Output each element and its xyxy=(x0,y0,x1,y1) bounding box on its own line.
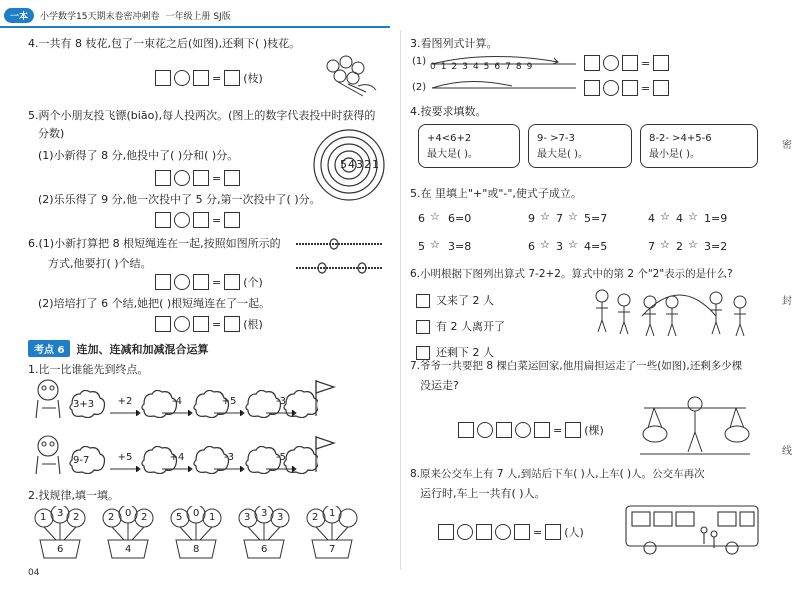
right-q5-title: 5.在 里填上"+"或"-",使式子成立。 xyxy=(410,187,582,200)
race-op: +5 xyxy=(117,452,133,463)
answer-box[interactable] xyxy=(653,80,669,96)
unit-label: (个) xyxy=(243,276,263,289)
q5-num: 5=7 xyxy=(584,212,608,225)
balloon-number: 3 xyxy=(244,512,251,523)
balloon-basket xyxy=(234,506,294,566)
operator-circle[interactable] xyxy=(495,524,511,540)
balloon-number: 2 xyxy=(141,512,148,523)
balloon-number: 5 xyxy=(176,512,183,523)
tick-label: 0 xyxy=(430,62,436,72)
answer-box[interactable] xyxy=(438,524,454,540)
page-header xyxy=(4,6,231,24)
right-q3-title: 3.看图列式计算。 xyxy=(410,37,498,50)
q5-num: 9 xyxy=(528,212,535,225)
unit-label: (人) xyxy=(564,526,584,539)
option-row[interactable] xyxy=(416,288,505,314)
answer-box[interactable] xyxy=(496,422,512,438)
q5-num: 3 xyxy=(556,240,563,253)
answer-box[interactable] xyxy=(224,70,240,86)
answer-box[interactable] xyxy=(224,170,240,186)
q5-num: 6=0 xyxy=(448,212,472,225)
option-label: 有 2 人离开了 xyxy=(436,320,505,333)
q5-num: 7 xyxy=(556,212,563,225)
race-op: -4 xyxy=(172,396,182,407)
fill-box xyxy=(640,124,758,168)
tick-label: 9 xyxy=(526,62,533,72)
rope-knots-illustration xyxy=(294,236,384,276)
operator-circle[interactable] xyxy=(477,422,493,438)
finish-flag-icon xyxy=(312,434,336,474)
operator-circle[interactable] xyxy=(174,212,190,228)
right-q8-text2: 运行时,车上一共有( )人。 xyxy=(420,487,546,500)
answer-box[interactable] xyxy=(155,316,171,332)
answer-box[interactable] xyxy=(193,70,209,86)
star-icon[interactable]: ☆ xyxy=(540,238,550,251)
balloon-basket xyxy=(30,506,90,566)
balloon-number: 3 xyxy=(261,508,268,519)
answer-box[interactable] xyxy=(193,212,209,228)
race-row2-arrows xyxy=(108,466,308,472)
answer-box[interactable] xyxy=(545,524,561,540)
option-label: 还剩下 2 人 xyxy=(436,346,494,359)
header-rule xyxy=(0,26,390,28)
balloon-number: 1 xyxy=(329,508,336,519)
q5-num: 1=9 xyxy=(704,212,728,225)
q5-num: 6 xyxy=(528,240,535,253)
star-icon[interactable]: ☆ xyxy=(568,210,578,223)
fill-box xyxy=(418,124,520,168)
q5-num: 6 xyxy=(418,212,425,225)
left-q5-text1: 5.两个小朋友投飞镖(biāo),每人投两次。(图上的数字代表投中时获得的 xyxy=(28,109,376,122)
left-q5-text2: 分数) xyxy=(38,127,65,140)
star-icon[interactable]: ☆ xyxy=(688,238,698,251)
race-op: +2 xyxy=(117,396,133,407)
q5-num: 4 xyxy=(676,212,683,225)
race-title: 1.比一比谁能先到终点。 xyxy=(28,363,149,376)
operator-circle[interactable] xyxy=(603,80,619,96)
race-op: +5 xyxy=(221,396,237,407)
tick-label: 2 xyxy=(451,62,458,72)
side-seal-char: 封 xyxy=(782,296,792,307)
right-q5-grid xyxy=(418,212,778,260)
children-jump-rope-illustration xyxy=(590,284,760,344)
fill-box-line1: 8-2- >4+5-6 xyxy=(649,133,712,144)
left-q6-text1: 6.(1)小新打算把 8 根短绳连在一起,按照如图所示的 xyxy=(28,237,281,250)
grandpa-carrying-cabbages-illustration xyxy=(640,396,750,456)
unit-label: (枝) xyxy=(243,72,263,85)
answer-box[interactable] xyxy=(224,212,240,228)
balloon-basket xyxy=(302,506,362,566)
tick-label: 8 xyxy=(515,62,522,72)
right-q8-text1: 8.原来公交车上有 7 人,到站后下车( )人,上车( )人。公交车再次 xyxy=(410,468,705,480)
left-q5-equation2: = xyxy=(155,212,240,228)
basket-number: 6 xyxy=(57,544,64,555)
header-title: 小学数学15天期末卷密冲刺卷 xyxy=(40,11,160,22)
race-row2-start: 9-7 xyxy=(73,455,90,466)
answer-box[interactable] xyxy=(476,524,492,540)
side-seal-char: 密 xyxy=(782,140,792,151)
right-q6-title: 6.小明根据下图列出算式 7-2+2。算式中的第 2 个"2"表示的是什么? xyxy=(410,268,733,280)
star-icon[interactable]: ☆ xyxy=(688,210,698,223)
answer-box[interactable] xyxy=(653,55,669,71)
side-seal-char: 线 xyxy=(782,446,792,457)
fill-box-line1: 9- >7-3 xyxy=(537,133,575,144)
checkbox[interactable] xyxy=(416,294,430,308)
answer-box[interactable] xyxy=(224,274,240,290)
basket-number: 8 xyxy=(193,544,200,555)
lion-dancer-illustration xyxy=(30,378,70,422)
operator-circle[interactable] xyxy=(174,170,190,186)
right-q7-equation: = (棵) xyxy=(458,422,604,438)
answer-box[interactable] xyxy=(584,80,600,96)
left-q6-equation2: = (根) xyxy=(155,316,263,332)
basket-number: 7 xyxy=(329,544,336,555)
q5-num: 3=2 xyxy=(704,240,728,253)
answer-box[interactable] xyxy=(565,422,581,438)
pattern-title: 2.找规律,填一填。 xyxy=(28,489,119,502)
operator-circle[interactable] xyxy=(174,274,190,290)
balloon-number: 2 xyxy=(312,512,319,523)
race-op: -5 xyxy=(276,452,286,463)
left-q4-text: 4.一共有 8 枝花,包了一束花之后(如图),还剩下( )枝花。 xyxy=(28,37,301,50)
answer-box[interactable] xyxy=(155,212,171,228)
left-q6-sub2: (2)培培打了 6 个结,她把( )根短绳连在了一起。 xyxy=(38,297,271,310)
operator-circle[interactable] xyxy=(174,70,190,86)
right-q3-row1-label: (1) xyxy=(412,56,427,67)
q5-num: 4 xyxy=(648,212,655,225)
pattern-groups xyxy=(30,506,370,562)
balloon-number: 1 xyxy=(209,512,216,523)
page-number: 04 xyxy=(28,568,40,578)
option-row[interactable] xyxy=(416,314,505,340)
right-q7-text1: 7.爷爷一共要把 8 棵白菜运回家,他用扁担运走了一些(如图),还剩多少棵 xyxy=(410,360,743,372)
balloon-basket xyxy=(98,506,158,566)
q5-num: 4=5 xyxy=(584,240,608,253)
right-q3-equation2: = xyxy=(584,80,669,96)
page-divider xyxy=(400,30,401,570)
star-icon[interactable]: ☆ xyxy=(660,210,670,223)
star-icon[interactable]: ☆ xyxy=(430,238,440,251)
answer-box[interactable] xyxy=(193,170,209,186)
number-line-ticks xyxy=(430,62,532,72)
race-op: -3 xyxy=(224,452,234,463)
flower-bouquet-illustration xyxy=(318,52,380,100)
answer-box[interactable] xyxy=(155,274,171,290)
tick-label: 6 xyxy=(494,62,501,72)
operator-circle[interactable] xyxy=(457,524,473,540)
race-row1-arrows xyxy=(108,410,308,416)
answer-box[interactable] xyxy=(224,316,240,332)
right-q3-equation1: = xyxy=(584,55,669,71)
number-line xyxy=(428,48,580,96)
bus-illustration xyxy=(622,502,762,560)
left-q6-equation1: = (个) xyxy=(155,274,263,290)
section-header xyxy=(28,340,208,357)
tick-label: 5 xyxy=(483,62,490,72)
right-q7-text2: 没运走? xyxy=(420,379,459,392)
answer-box[interactable] xyxy=(193,274,209,290)
answer-box[interactable] xyxy=(193,316,209,332)
left-q5-sub1: (1)小新得了 8 分,他投中了( )分和( )分。 xyxy=(38,149,239,162)
answer-box[interactable] xyxy=(155,170,171,186)
basket-number: 6 xyxy=(261,544,268,555)
right-q3-row2-label: (2) xyxy=(412,82,427,93)
q5-num: 2 xyxy=(676,240,683,253)
section-title: 连加、连减和加减混合运算 xyxy=(76,342,209,356)
q5-num: 7 xyxy=(648,240,655,253)
q5-num: 5 xyxy=(418,240,425,253)
race-row1-start: 3+3 xyxy=(73,399,95,410)
fill-box-line2: 最大是( )。 xyxy=(537,149,588,160)
balloon-number: 3 xyxy=(277,512,284,523)
balloon-number: 3 xyxy=(57,508,64,519)
lion-dancer-illustration xyxy=(30,434,70,478)
answer-box[interactable] xyxy=(155,70,171,86)
fill-box xyxy=(528,124,632,168)
fill-box-line2: 最大是( )。 xyxy=(427,149,478,160)
race-op: +4 xyxy=(169,452,185,463)
answer-box[interactable] xyxy=(514,524,530,540)
race-op: -3 xyxy=(276,396,286,407)
balloon-number: 0 xyxy=(125,508,132,519)
operator-circle[interactable] xyxy=(515,422,531,438)
balloon-number: 2 xyxy=(73,512,80,523)
star-icon[interactable]: ☆ xyxy=(430,210,440,223)
fill-box-line1: +4<6+2 xyxy=(427,133,472,144)
answer-box[interactable] xyxy=(534,422,550,438)
answer-box[interactable] xyxy=(622,80,638,96)
tick-label: 7 xyxy=(505,62,511,72)
finish-flag-icon xyxy=(312,378,336,418)
tick-label: 4 xyxy=(472,62,479,72)
balloon-basket xyxy=(166,506,226,566)
right-q8-equation: = (人) xyxy=(438,524,584,540)
answer-box[interactable] xyxy=(458,422,474,438)
section-tag: 考点 6 xyxy=(28,340,70,357)
answer-box[interactable] xyxy=(622,55,638,71)
unit-label: (根) xyxy=(243,318,263,331)
header-subtitle: 一年级上册 SJ版 xyxy=(165,11,231,22)
unit-label: (棵) xyxy=(584,424,604,437)
header-badge: 一本 xyxy=(4,8,34,23)
checkbox[interactable] xyxy=(416,320,430,334)
balloon-number: 2 xyxy=(108,512,115,523)
option-label: 又来了 2 人 xyxy=(436,294,494,307)
tick-label: 3 xyxy=(462,62,468,72)
fill-box-line2: 最小是( )。 xyxy=(649,149,700,160)
star-icon[interactable]: ☆ xyxy=(568,238,578,251)
left-q5-sub2: (2)乐乐得了 9 分,他一次投中了 5 分,第一次投中了( )分。 xyxy=(38,193,321,206)
basket-number: 4 xyxy=(125,544,132,555)
left-q4-equation: = (枝) xyxy=(155,70,263,86)
answer-box[interactable] xyxy=(584,55,600,71)
star-icon[interactable]: ☆ xyxy=(660,238,670,251)
operator-circle[interactable] xyxy=(603,55,619,71)
right-q4-title: 4.按要求填数。 xyxy=(410,105,487,118)
balloon-number: 0 xyxy=(193,508,200,519)
balloon-number: 1 xyxy=(40,512,47,523)
operator-circle[interactable] xyxy=(174,316,190,332)
q5-num: 3=8 xyxy=(448,240,472,253)
tick-label: 1 xyxy=(440,62,447,72)
star-icon[interactable]: ☆ xyxy=(540,210,550,223)
left-q5-equation1: = xyxy=(155,170,240,186)
left-q6-text2: 方式,他要打( )个结。 xyxy=(48,257,152,270)
right-q6-options xyxy=(416,288,505,366)
dartboard-scores: 54321 xyxy=(340,158,380,171)
